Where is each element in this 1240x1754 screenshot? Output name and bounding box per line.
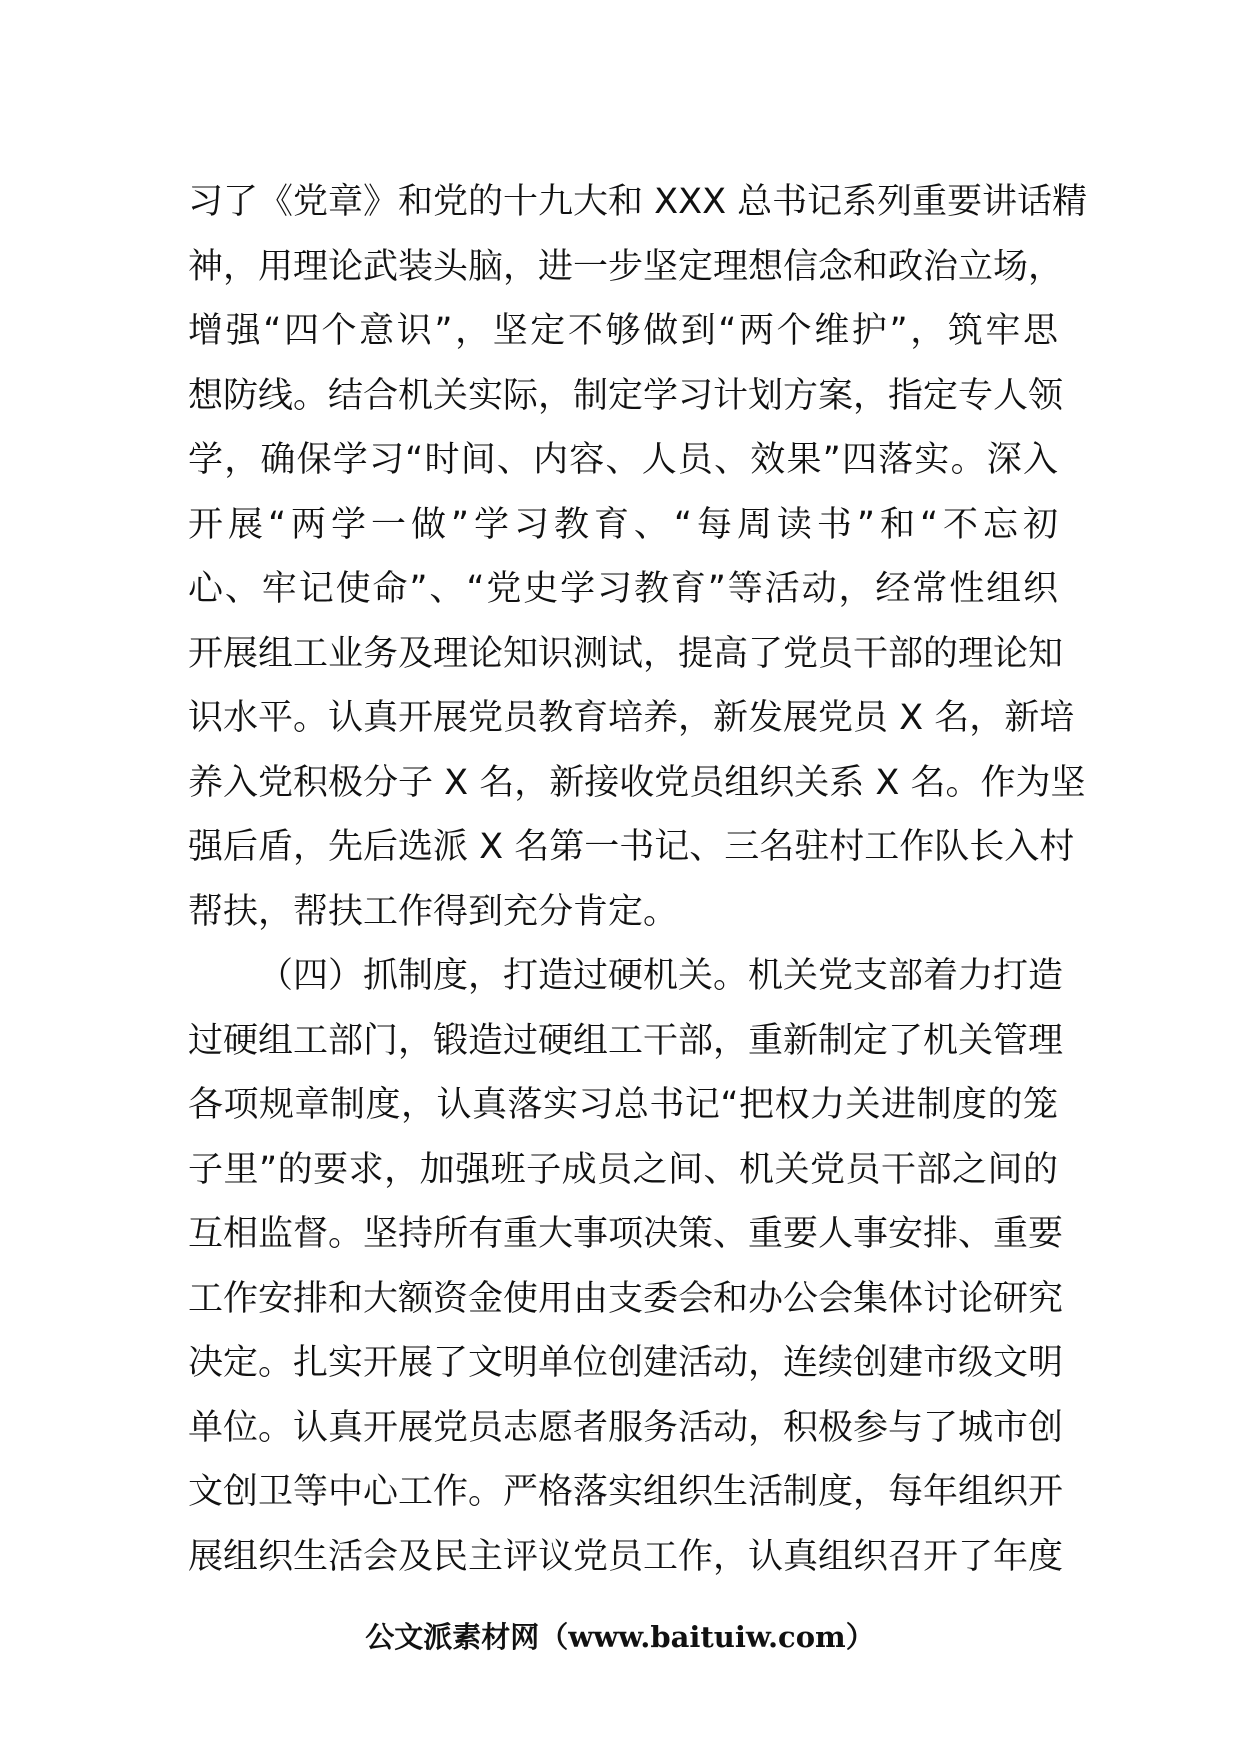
text-line: 展组织生活会及民主评议党员工作，认真组织召开了年度 — [188, 1536, 1064, 1577]
text-line: 文创卫等中心工作。严格落实组织生活制度，每年组织开 — [188, 1472, 1064, 1512]
text-line: 神，用理论武装头脑，进一步坚定理想信念和政治立场， — [188, 246, 1064, 287]
text-line: （四）抓制度，打造过硬机关。机关党支部着力打造 — [258, 956, 1064, 996]
text-line: 开展组工业务及理论知识测试，提高了党员干部的理论知 — [188, 633, 1064, 674]
text-line: 想防线。结合机关实际，制定学习计划方案，指定专人领 — [188, 375, 1064, 416]
text-line: 养入党积极分子 X 名，新接收党员组织关系 X 名。作为坚 — [188, 762, 1086, 803]
paragraph-2 — [188, 944, 1064, 1589]
text-line: 各项规章制度，认真落实习总书记“把权力关进制度的笼 — [188, 1085, 1058, 1125]
text-line: 工作安排和大额资金使用由支委会和办公会集体讨论研究 — [188, 1278, 1064, 1319]
document-body — [188, 170, 1088, 1589]
text-line: 开展“两学一做”学习教育、“每周读书”和“不忘初 — [188, 504, 1058, 545]
text-line: 习了《党章》和党的十九大和 XXX 总书记系列重要讲话精 — [188, 182, 1088, 222]
text-line: 互相监督。坚持所有重大事项决策、重要人事安排、重要 — [188, 1214, 1064, 1254]
text-line: 增强“四个意识”，坚定不够做到“两个维护”，筑牢思 — [188, 311, 1058, 351]
text-line: 单位。认真开展党员志愿者服务活动，积极参与了城市创 — [188, 1407, 1064, 1448]
text-line: 帮扶，帮扶工作得到充分肯定。 — [188, 891, 679, 932]
text-line: 学，确保学习“时间、内容、人员、效果”四落实。深入 — [188, 440, 1058, 480]
text-line: 心、牢记使命”、“党史学习教育”等活动，经常性组织 — [188, 569, 1058, 609]
text-line: 决定。扎实开展了文明单位创建活动，连续创建市级文明 — [188, 1343, 1064, 1383]
text-line: 子里”的要求，加强班子成员之间、机关党员干部之间的 — [188, 1149, 1058, 1190]
text-line: 过硬组工部门，锻造过硬组工干部，重新制定了机关管理 — [188, 1020, 1064, 1061]
page-footer: 公文派素材网（www.baituiw.com） — [365, 1620, 875, 1654]
text-line: 识水平。认真开展党员教育培养，新发展党员 X 名，新培 — [188, 698, 1075, 738]
text-line: 强后盾，先后选派 X 名第一书记、三名驻村工作队长入村 — [188, 827, 1075, 867]
paragraph-1 — [188, 170, 1088, 944]
